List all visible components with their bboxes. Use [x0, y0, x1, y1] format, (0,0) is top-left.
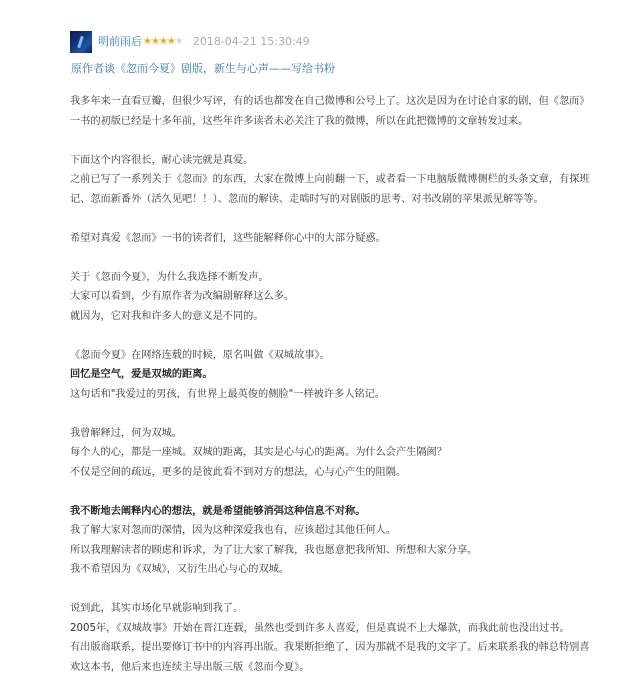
- paragraph: 大家可以看到，少有原作者为改编剧解释这么多。: [70, 287, 590, 307]
- paragraph: 就因为，它对我和许多人的意义是不同的。: [70, 307, 590, 327]
- paragraph: 一书的初版已经是十多年前，这些年许多读者未必关注了我的微博，所以在此把微博的文章转发过来。: [70, 112, 590, 132]
- star-filled-icon: ★: [167, 36, 175, 47]
- review-title-link[interactable]: 原作者谈《忽而今夏》剧版，新生与心声——写给书粉: [71, 61, 335, 77]
- review-meta: [98, 34, 310, 50]
- paragraph: 所以我理解读者的顾虑和诉求，为了让大家了解我，我也愿意把我所知、所想和大家分享。: [70, 541, 590, 561]
- paragraph: 欢这本书，他后来也连续主导出版三版《忽而今夏》。: [70, 658, 590, 677]
- rating-stars-icon: [143, 34, 183, 50]
- paragraph: 我多年来一直看豆瓣，但很少写评，有的话也都发在自己微博和公号上了。这次是因为在讨论自家的剧，但《忽而》: [70, 92, 590, 112]
- paragraph: 我曾解释过，何为双城。: [70, 424, 590, 444]
- paragraph: 我了解大家对忽而的深情，因为这种深爱我也有，应该超过其他任何人。: [70, 521, 590, 541]
- bold-statement: 我不断地去阐释内心的想法，就是希望能够消弭这种信息不对称。: [70, 502, 590, 522]
- paragraph: 不仅是空间的疏远，更多的是彼此看不到对方的想法，心与心产生的阻隔。: [70, 463, 590, 483]
- author-link[interactable]: 明前雨后: [98, 35, 142, 48]
- star-filled-icon: ★: [143, 36, 151, 47]
- paragraph: 我不希望因为《双城》，又衍生出心与心的双城。: [70, 560, 590, 580]
- star-filled-icon: ★: [151, 36, 159, 47]
- avatar-highlight: [77, 36, 84, 48]
- review-content: [70, 92, 590, 677]
- bold-quote: 回忆是空气，爱是双城的距离。: [70, 365, 590, 385]
- paragraph: 每个人的心，都是一座城。双城的距离，其实是心与心的距离。为什么会产生隔阂？: [70, 443, 590, 463]
- paragraph: 关于《忽而今夏》，为什么我选择不断发声。: [70, 268, 590, 288]
- paragraph: 之前已写了一系列关于《忽而》的东西，大家在微博上向前翻一下，或者看一下电脑版微博侧栏的头条文章，有探班: [70, 170, 590, 190]
- user-avatar-icon[interactable]: [70, 31, 92, 53]
- review-timestamp: 2018-04-21 15:30:49: [193, 35, 310, 48]
- paragraph: 有出版商联系，提出要修订书中的内容再出版。我果断拒绝了，因为那就不是我的文字了。后来联系我的韩总特别喜: [70, 638, 590, 658]
- star-empty-icon: ★: [175, 36, 183, 47]
- paragraph: 这句话和"我爱过的男孩，有世界上最英俊的侧脸"一样被许多人铭记。: [70, 385, 590, 405]
- star-filled-icon: ★: [159, 36, 167, 47]
- paragraph: 下面这个内容很长，耐心读完就是真爱。: [70, 151, 590, 171]
- paragraph: 2005年，《双城故事》开始在晋江连载，虽然也受到许多人喜爱，但是真说不上大爆款，而我此前也没出过书。: [70, 619, 590, 639]
- paragraph: 记、忽而新番外（活久见吧！！）、忽而的解读、走啮时写的对剧版的思考、对书改剧的苹果派见解等等。: [70, 190, 590, 210]
- paragraph: 说到此，其实市场化早就影响到我了。: [70, 599, 590, 619]
- paragraph: 希望对真爱《忽而》一书的读者们，这些能解释你心中的大部分疑惑。: [70, 229, 590, 249]
- paragraph: 《忽而今夏》在网络连载的时候，原名叫做《双城故事》。: [70, 346, 590, 366]
